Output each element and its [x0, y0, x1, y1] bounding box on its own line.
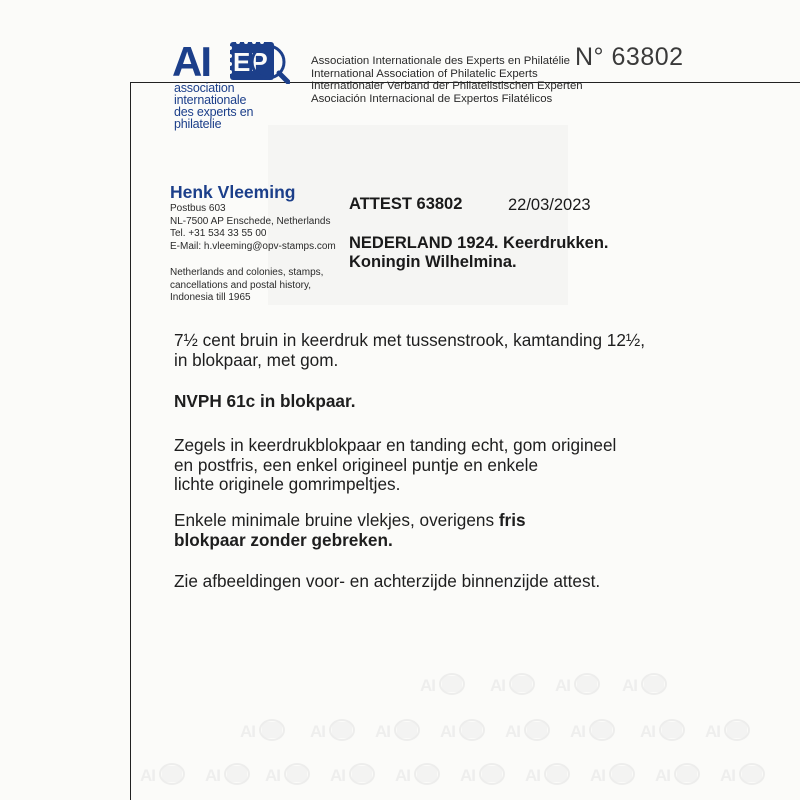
watermark-logo [655, 762, 705, 788]
number-prefix: N° [575, 43, 605, 71]
watermark-magnifier-icon [574, 673, 600, 695]
expert-specialty: Netherlands and colonies, stamps, cancellations and postal history, Indonesia till 1965 [170, 267, 324, 304]
frame-left-border [130, 82, 131, 800]
watermark-magnifier-icon [284, 763, 310, 785]
watermark-letters: AI [420, 676, 435, 695]
watermark-magnifier-icon [724, 719, 750, 741]
logo-letters: AI [172, 38, 210, 85]
watermark-magnifier-icon [394, 719, 420, 741]
watermark-letters: AI [570, 722, 585, 741]
watermark-logo [140, 762, 190, 788]
attest-date: 22/03/2023 [508, 196, 591, 214]
expert-name: Henk Vleeming [170, 182, 296, 202]
watermark-letters: AI [705, 722, 720, 741]
watermark-logo [310, 718, 360, 744]
watermark-letters: AI [240, 722, 255, 741]
watermark-logo [555, 672, 605, 698]
watermark-magnifier-icon [641, 673, 667, 695]
watermark-logo [490, 672, 540, 698]
watermark-magnifier-icon [159, 763, 185, 785]
watermark-logo [440, 718, 490, 744]
association-name-de: Internationaler Verband der Philatelistischen Experten [311, 80, 583, 92]
description-paragraph: 7½ cent bruin in keerdruk met tussenstrook, kamtanding 12½, in blokpaar, met gom. [174, 330, 646, 370]
watermark-magnifier-icon [509, 673, 535, 695]
watermark-logo [265, 762, 315, 788]
watermark-logo [375, 718, 425, 744]
watermark-logo [705, 718, 755, 744]
watermark-magnifier-icon [479, 763, 505, 785]
watermark-letters: AI [140, 766, 155, 785]
watermark-letters: AI [555, 676, 570, 695]
watermark-magnifier-icon [609, 763, 635, 785]
catalogue-reference: NVPH 61c in blokpaar. [174, 391, 356, 411]
certificate-number [575, 43, 684, 72]
watermark-logo [640, 718, 690, 744]
expert-address: Postbus 603 NL-7500 AP Enschede, Netherlands Tel. +31 534 33 55 00 E-Mail: h.vleeming@opv-stamps.com [170, 203, 336, 252]
watermark-logo [570, 718, 620, 744]
watermark-magnifier-icon [524, 719, 550, 741]
watermark-magnifier-icon [349, 763, 375, 785]
watermark-magnifier-icon [544, 763, 570, 785]
watermark-logo [505, 718, 555, 744]
watermark-magnifier-icon [259, 719, 285, 741]
watermark-logo [205, 762, 255, 788]
svg-text:EP: EP [233, 47, 268, 77]
association-names [311, 55, 583, 105]
association-name-en: International Association of Philatelic Experts [311, 67, 538, 80]
watermark-logo [460, 762, 510, 788]
images-note: Zie afbeeldingen voor- en achterzijde binnenzijde attest. [174, 571, 601, 591]
watermark-letters: AI [490, 676, 505, 695]
condition-paragraph: Enkele minimale bruine vlekjes, overigens fris blokpaar zonder gebreken. [174, 510, 526, 550]
watermark-magnifier-icon [329, 719, 355, 741]
watermark-logo [240, 718, 290, 744]
magnifier-stamp-icon [228, 40, 290, 84]
number-value: 63802 [611, 43, 684, 71]
watermark-magnifier-icon [224, 763, 250, 785]
watermark-logo [330, 762, 380, 788]
authenticity-paragraph: Zegels in keerdrukblokpaar en tanding echt, gom origineel en postfris, een enkel origineel puntje en enkele lichte originele gomrimpeltjes. [174, 435, 617, 495]
watermark-letters: AI [640, 722, 655, 741]
watermark-letters: AI [440, 722, 455, 741]
watermark-letters: AI [395, 766, 410, 785]
watermark-letters: AI [330, 766, 345, 785]
attest-title: ATTEST 63802 [349, 195, 463, 213]
watermark-letters: AI [525, 766, 540, 785]
watermark-logo [420, 672, 470, 698]
watermark-magnifier-icon [459, 719, 485, 741]
watermark-letters: AI [460, 766, 475, 785]
logo-subtitle: association internationale des experts en philatelie [174, 81, 254, 131]
watermark-letters: AI [205, 766, 220, 785]
watermark-magnifier-icon [589, 719, 615, 741]
association-name-es: Asociación Internacional de Expertos Filatélicos [311, 92, 553, 105]
watermark-logo [395, 762, 445, 788]
watermark-letters: AI [375, 722, 390, 741]
watermark-letters: AI [590, 766, 605, 785]
watermark-magnifier-icon [659, 719, 685, 741]
watermark-logo [720, 762, 770, 788]
watermark-letters: AI [720, 766, 735, 785]
watermark-logo [590, 762, 640, 788]
watermark-magnifier-icon [739, 763, 765, 785]
watermark-letters: AI [655, 766, 670, 785]
association-name-fr: Association Internationale des Experts en Philatélie [311, 55, 570, 67]
watermark-logo [622, 672, 672, 698]
watermark-letters: AI [622, 676, 637, 695]
watermark-magnifier-icon [414, 763, 440, 785]
attest-subject: NEDERLAND 1924. Keerdrukken. Koningin Wilhelmina. [349, 234, 609, 271]
watermark-magnifier-icon [674, 763, 700, 785]
watermark-magnifier-icon [439, 673, 465, 695]
watermark-letters: AI [505, 722, 520, 741]
watermark-letters: AI [310, 722, 325, 741]
watermark-logo [525, 762, 575, 788]
watermark-letters: AI [265, 766, 280, 785]
aiep-logo [168, 38, 303, 131]
